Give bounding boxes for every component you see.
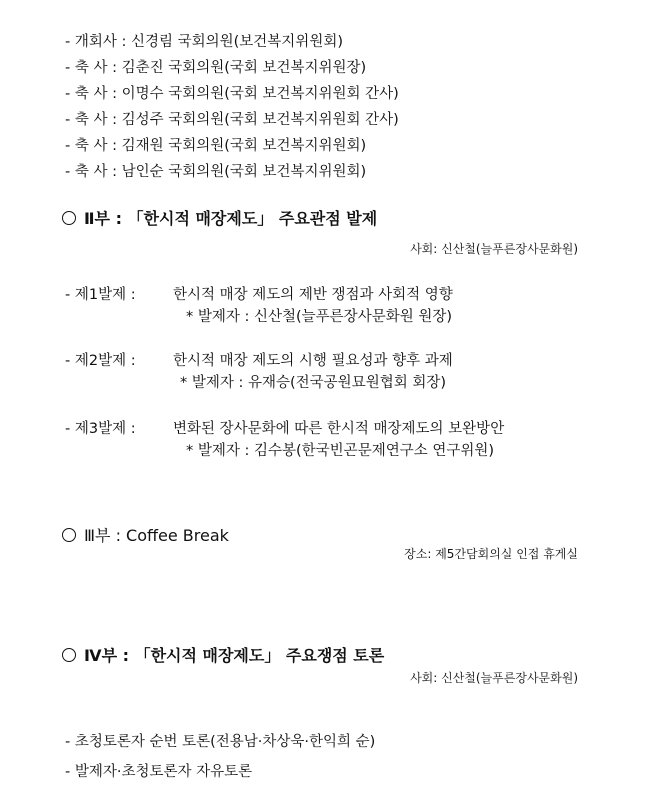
opening-line-5: - 축 사 : 김재원 국회의원(국회 보건복지위원회): [65, 138, 367, 154]
part3-heading: [62, 526, 229, 546]
part4-moderator: 사회: 신산철(늘푸른장사문화원): [410, 671, 578, 685]
presentation-3-presenter: * 발제자 : 김수봉(한국빈곤문제연구소 연구위원): [186, 443, 495, 459]
presentation-2-label: - 제2발제 :: [65, 353, 136, 369]
opening-line-4: - 축 사 : 김성주 국회의원(국회 보건복지위원회 간사): [65, 112, 399, 128]
discussion-line-1: - 초청토론자 순번 토론(전용남·차상욱·한익희 순): [65, 734, 376, 750]
opening-line-3: - 축 사 : 이명수 국회의원(국회 보건복지위원회 간사): [65, 86, 399, 102]
opening-line-2: - 축 사 : 김춘진 국회의원(국회 보건복지위원장): [65, 60, 367, 76]
part2-title: Ⅱ부 : 「한시적 매장제도」 주요관점 발제: [84, 209, 378, 228]
part4-title: Ⅳ부 : 「한시적 매장제도」 주요쟁점 토론: [84, 646, 385, 665]
presentation-2-topic: 한시적 매장 제도의 시행 필요성과 향후 과제: [173, 353, 453, 369]
opening-line-1: - 개회사 : 신경림 국회의원(보건복지위원회): [65, 34, 343, 50]
presentation-3-topic: 변화된 장사문화에 따른 한시적 매장제도의 보완방안: [173, 421, 505, 437]
presentation-1-label: - 제1발제 :: [65, 287, 136, 303]
part2-moderator: 사회: 신산철(늘푸른장사문화원): [410, 242, 578, 256]
circle-bullet-icon: [62, 211, 76, 225]
presentation-2-presenter: * 발제자 : 유재승(전국공원묘원협회 회장): [180, 375, 446, 391]
circle-bullet-icon: [62, 648, 76, 662]
part4-heading: [62, 646, 384, 666]
presentation-1-topic: 한시적 매장 제도의 제반 쟁점과 사회적 영향: [173, 287, 453, 303]
part3-place: 장소: 제5간담회의실 인접 휴게실: [404, 547, 578, 561]
presentation-3-label: - 제3발제 :: [65, 421, 136, 437]
discussion-line-2: - 발제자·초청토론자 자유토론: [65, 764, 253, 780]
opening-line-6: - 축 사 : 남인순 국회의원(국회 보건복지위원회): [65, 164, 367, 180]
circle-bullet-icon: [62, 528, 76, 542]
part2-heading: [62, 209, 377, 229]
part3-title: Ⅲ부 : Coffee Break: [84, 526, 229, 545]
presentation-1-presenter: * 발제자 : 신산철(늘푸른장사문화원 원장): [186, 309, 452, 325]
